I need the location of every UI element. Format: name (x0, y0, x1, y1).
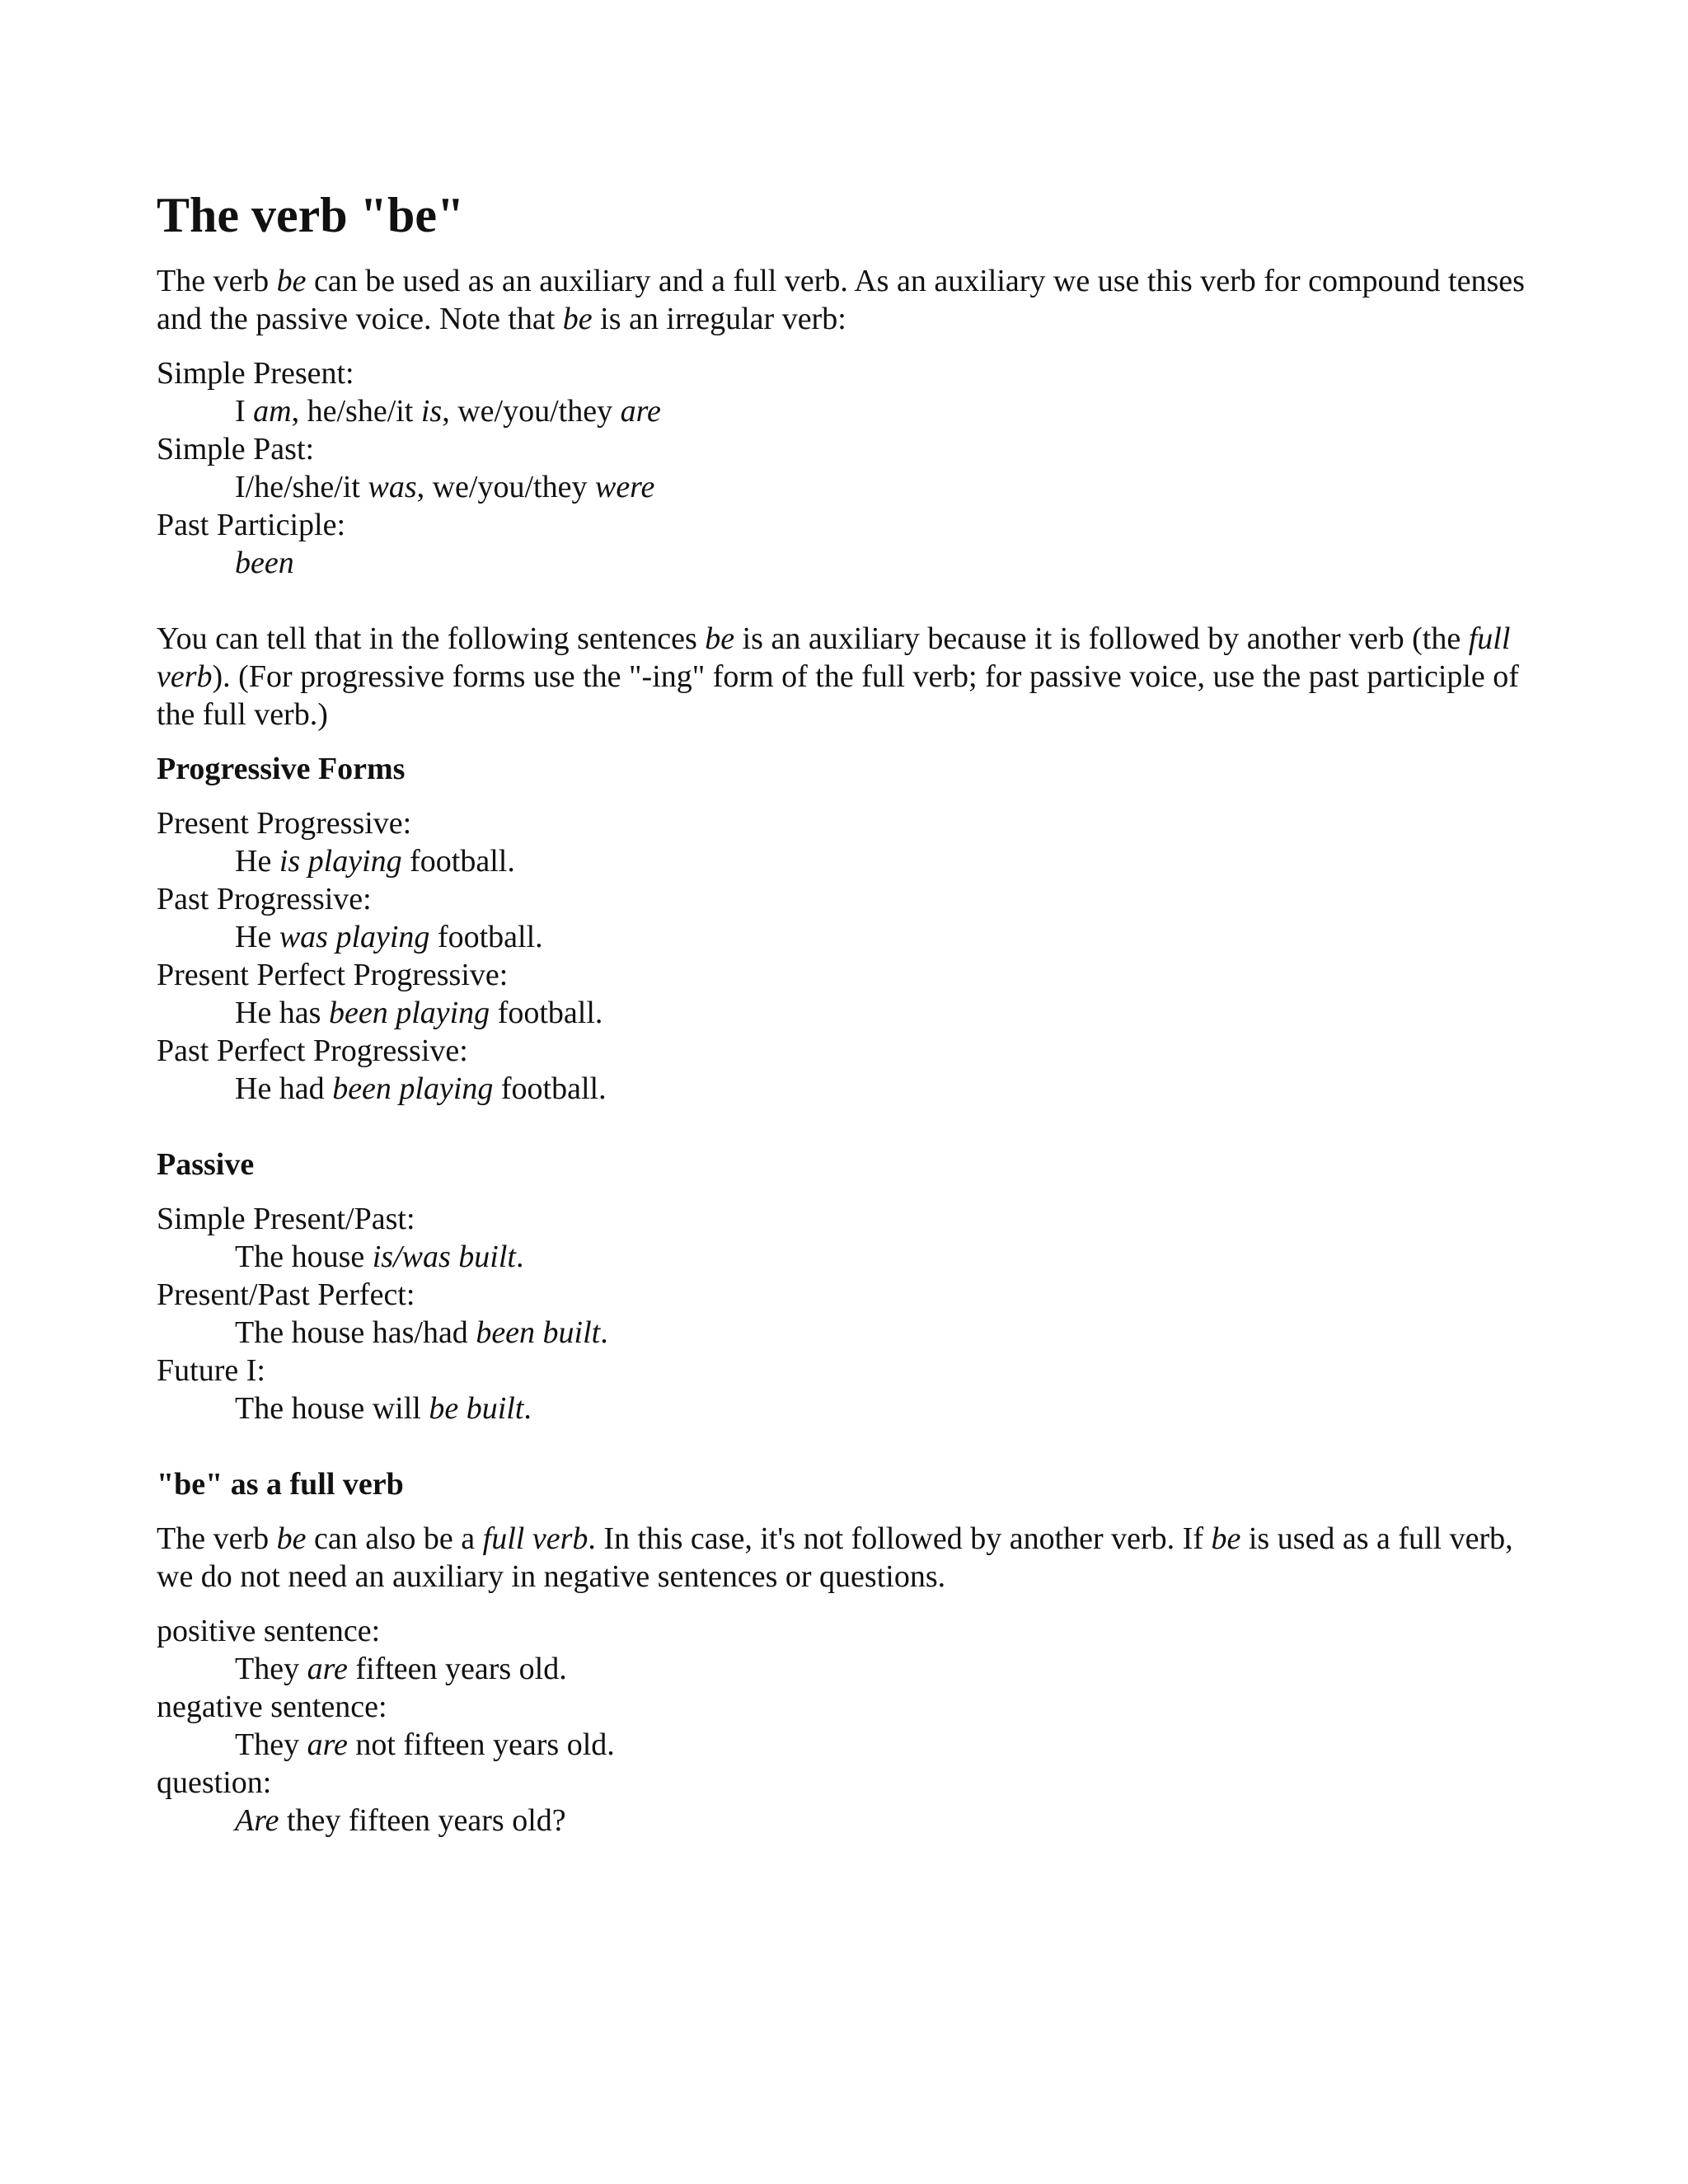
form-label: Simple Past: (157, 432, 315, 466)
form-example: The house has/had been built. (235, 1315, 608, 1350)
form-label: Past Progressive: (157, 882, 372, 916)
passive-list (157, 1200, 1541, 1427)
form-example: They are fifteen years old. (235, 1652, 567, 1686)
form-label: Present/Past Perfect: (157, 1277, 415, 1312)
form-label: Simple Present/Past: (157, 1202, 415, 1236)
passive-heading: Passive (157, 1147, 255, 1182)
form-label: question: (157, 1765, 272, 1800)
form-label: Future I: (157, 1353, 265, 1388)
full-verb-heading: "be" as a full verb (157, 1467, 404, 1502)
form-label: Present Progressive: (157, 806, 412, 841)
page-title: The verb "be" (157, 188, 465, 242)
form-label: positive sentence: (157, 1614, 381, 1648)
form-example: He was playing football. (235, 920, 543, 954)
form-label: Past Participle: (157, 508, 346, 542)
progressive-list (157, 804, 1541, 1108)
full-verb-list (157, 1612, 1541, 1840)
full-verb-paragraph: The verb be can also be a full verb. In this case, it's not followed by another verb. If be is used as a full verb, we do not need an auxiliary in negative sentences or questions. (157, 1521, 1513, 1594)
form-example: He has been playing football. (235, 996, 603, 1030)
form-example: The house is/was built. (235, 1240, 524, 1274)
form-label: Simple Present: (157, 356, 354, 391)
auxiliary-paragraph: You can tell that in the following sentences be is an auxiliary because it is followed by another verb (the full verb). (For progressive forms use the "-ing" form of the full verb; for passive voice, use the past participle of the full verb.) (157, 621, 1519, 732)
form-example: I/he/she/it was, we/you/they were (235, 470, 655, 504)
form-example: He had been playing football. (235, 1071, 607, 1106)
form-example: I am, he/she/it is, we/you/they are (235, 394, 661, 429)
form-label: Past Perfect Progressive: (157, 1033, 468, 1068)
document-page (157, 186, 1541, 1840)
form-example: Are they fifteen years old? (235, 1803, 566, 1838)
form-example: He is playing football. (235, 844, 515, 879)
forms-list (157, 354, 1541, 582)
form-example: been (235, 546, 294, 580)
form-label: negative sentence: (157, 1690, 387, 1724)
form-example: The house will be built. (235, 1391, 532, 1426)
form-example: They are not fifteen years old. (235, 1727, 615, 1762)
form-label: Present Perfect Progressive: (157, 958, 509, 992)
progressive-heading: Progressive Forms (157, 752, 406, 786)
intro-paragraph: The verb be can be used as an auxiliary and a full verb. As an auxiliary we use this verb for compound tenses and the passive voice. Note that be is an irregular verb: (157, 264, 1525, 336)
